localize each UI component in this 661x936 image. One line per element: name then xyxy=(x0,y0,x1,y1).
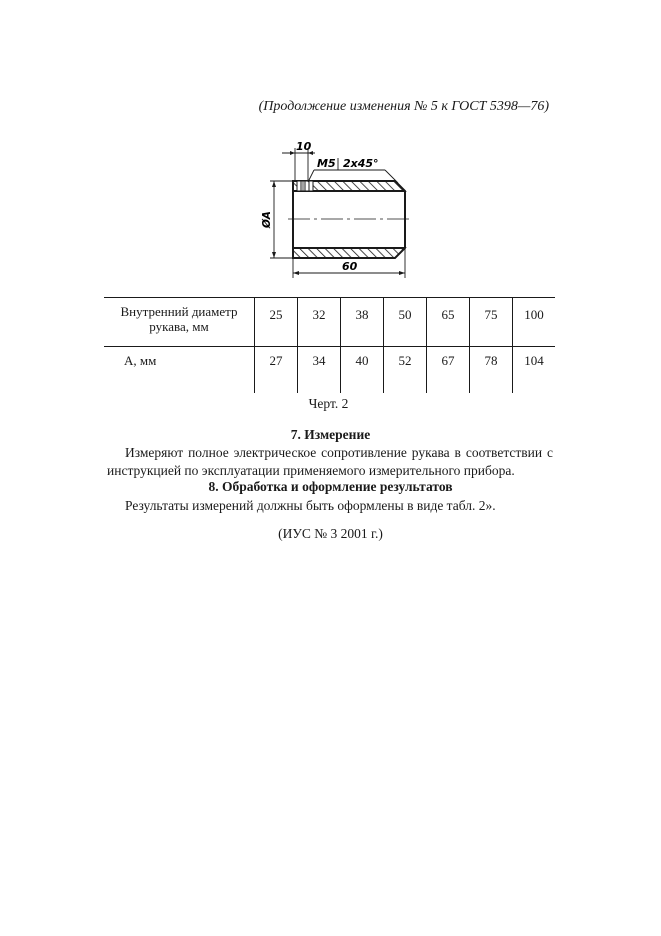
table-cell: 34 xyxy=(298,347,341,394)
figure-caption xyxy=(0,396,661,412)
table-cell: 65 xyxy=(427,298,470,347)
technical-drawing xyxy=(250,140,440,282)
row-header: А, мм xyxy=(124,353,157,368)
row-header: Внутренний диаметр рукава, мм xyxy=(104,298,255,347)
table-cell: 50 xyxy=(384,298,427,347)
table-cell: 40 xyxy=(341,347,384,394)
sleeve-outline xyxy=(293,181,405,258)
table-cell: 32 xyxy=(298,298,341,347)
dimensions-table xyxy=(104,297,555,393)
page-header: (Продолжение изменения № 5 к ГОСТ 5398—76) xyxy=(258,99,549,114)
table-cell: 75 xyxy=(470,298,513,347)
section-7-text: Измеряют полное электрическое сопротивление рукава в соответствии с инструкцией по эксплуатации применяемого измерительного прибора. xyxy=(107,445,553,478)
table-row xyxy=(104,347,555,394)
section-8-title: 8. Обработка и оформление результатов xyxy=(208,479,453,494)
table-cell: 38 xyxy=(341,298,384,347)
amendment-note: (ИУС № 3 2001 г.) xyxy=(278,526,383,541)
section-7-title: 7. Измерение xyxy=(290,427,371,442)
length-label: 60 xyxy=(342,260,358,273)
table-cell: 78 xyxy=(470,347,513,394)
figure-caption-text: Черт. 2 xyxy=(308,396,349,411)
table-cell: 104 xyxy=(513,347,556,394)
sleeve-drawing-svg xyxy=(250,140,440,282)
dim-10-label: 10 xyxy=(296,140,312,153)
table-cell: 27 xyxy=(255,347,298,394)
table-cell: 100 xyxy=(513,298,556,347)
section-8-text: Результаты измерений должны быть оформлены в виде табл. 2». xyxy=(125,498,496,513)
table-cell: 25 xyxy=(255,298,298,347)
table-cell: 67 xyxy=(427,347,470,394)
thread-m5-label: M5 xyxy=(317,157,336,170)
table-cell: 52 xyxy=(384,347,427,394)
table-row xyxy=(104,298,555,347)
chamfer-label: 2x45° xyxy=(343,157,379,170)
diameter-label: ØA xyxy=(261,211,273,228)
sleeve-bottom-wall xyxy=(293,248,405,258)
